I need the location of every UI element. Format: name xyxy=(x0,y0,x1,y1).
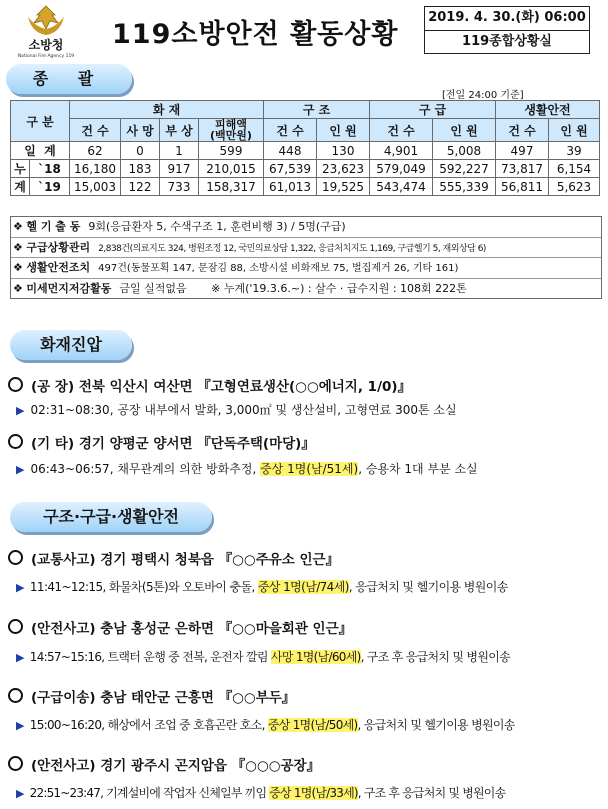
logo-text: 소방청 xyxy=(28,38,64,52)
incident-heading: (교통사고) 경기 평택시 청북읍 『○○주유소 인근』 xyxy=(8,548,339,568)
triangle-bullet-icon: ▶ xyxy=(16,719,24,732)
header-safety: 생활안전 xyxy=(496,101,600,119)
incident-detail: ▶ 14:57~15:16, 트랙터 운행 중 전복, 운전자 깔림 사망 1명(남/60세), 구조 후 응급처치 및 병원이송 xyxy=(16,650,511,664)
row-label: 계 xyxy=(11,178,30,196)
table-cell: 0 xyxy=(121,142,160,160)
circle-bullet-icon xyxy=(8,619,23,634)
table-cell: 15,003 xyxy=(70,178,121,196)
table-cell: 23,623 xyxy=(317,160,370,178)
table-cell: 555,339 xyxy=(433,178,496,196)
incident-heading: (공 장) 전북 익산시 여산면 『고형연료생산(○○에너지, 1/0)』 xyxy=(8,375,411,395)
circle-bullet-icon xyxy=(8,688,23,703)
incident-detail: ▶ 22:51~23:47, 기계설비에 작업자 신체일부 끼임 중상 1명(남/33세), 구조 후 응급처치 및 병원이송 xyxy=(16,786,506,800)
triangle-bullet-icon: ▶ xyxy=(16,581,24,594)
info-row-safety-actions: ❖ 생활안전조치 497건(동물포획 147, 문잠김 88, 소방시설 비화재보 75, 벌집제거 26, 기타 161) xyxy=(11,258,601,279)
casualty-highlight: 중상 1명(남/50세) xyxy=(267,718,358,732)
table-row xyxy=(11,160,600,178)
header-safety-count: 건 수 xyxy=(496,119,549,142)
casualty-highlight: 중상 1명(남/51세) xyxy=(260,462,359,476)
table-cell: 158,317 xyxy=(199,178,264,196)
table-cell: 543,474 xyxy=(370,178,433,196)
row-label: 일 계 xyxy=(11,142,70,160)
table-cell: 61,013 xyxy=(264,178,317,196)
incident-detail: ▶ 02:31~08:30, 공장 내부에서 발화, 3,000㎡ 및 생산설비, 고형연료 300톤 소실 xyxy=(16,403,457,417)
header-safety-people: 인 원 xyxy=(549,119,600,142)
logo-subtext: National Fire Agency 119 xyxy=(17,54,75,59)
diamond-bullet-icon: ❖ xyxy=(13,261,27,274)
agency-logo xyxy=(6,3,86,59)
table-row xyxy=(11,142,600,160)
diamond-bullet-icon: ❖ xyxy=(13,220,27,233)
circle-bullet-icon xyxy=(8,756,23,771)
table-cell: 130 xyxy=(317,142,370,160)
header-ems-people: 인 원 xyxy=(433,119,496,142)
row-label: 누 xyxy=(11,160,30,178)
table-cell: 122 xyxy=(121,178,160,196)
incident-detail: ▶ 11:41~12:15, 화물차(5톤)와 오토바이 충돌, 중상 1명(남/74세), 응급처치 및 헬기이용 병원이송 xyxy=(16,580,508,594)
incident-detail: ▶ 15:00~16:20, 해상에서 조업 중 호흡곤란 호소, 중상 1명(남/50세), 응급처치 및 헬기이용 병원이송 xyxy=(16,718,515,732)
date-box xyxy=(424,6,590,54)
circle-bullet-icon xyxy=(8,434,23,449)
diamond-bullet-icon: ❖ xyxy=(13,240,27,254)
header-fire-deaths: 사 망 xyxy=(121,119,160,142)
table-cell: 592,227 xyxy=(433,160,496,178)
triangle-bullet-icon: ▶ xyxy=(16,404,25,417)
emblem-icon xyxy=(28,6,64,35)
table-cell: 67,539 xyxy=(264,160,317,178)
activity-info-list xyxy=(10,216,602,299)
incident-heading: (안전사고) 충남 홍성군 은하면 『○○마을회관 인근』 xyxy=(8,617,352,637)
table-cell: 579,049 xyxy=(370,160,433,178)
casualty-highlight: 중상 1명(남/74세) xyxy=(257,580,349,594)
table-cell: 39 xyxy=(549,142,600,160)
table-cell: 5,008 xyxy=(433,142,496,160)
circle-bullet-icon xyxy=(8,377,23,392)
table-cell: 733 xyxy=(160,178,199,196)
table-cell: 1 xyxy=(160,142,199,160)
header-fire-count: 건 수 xyxy=(70,119,121,142)
header-rescue: 구 조 xyxy=(264,101,370,119)
info-row-dust-reduction: ❖ 미세먼지저감활동 금일 실적없음 ※ 누계('19.3.6.~) : 살수 · 급수지원 : 108회 222톤 xyxy=(13,281,467,295)
header-fire: 화 재 xyxy=(70,101,264,119)
header-group: 구 분 xyxy=(11,101,70,142)
table-cell: 62 xyxy=(70,142,121,160)
incident-heading: (구급이송) 충남 태안군 근흥면 『○○부두』 xyxy=(8,686,295,706)
info-row-ems-management: ❖ 구급상황관리 2,838건(의료지도 324, 병원조정 12, 국민의료상담 1,322, 응급처치지도 1,169, 구급헬기 5, 재외상담 6) xyxy=(11,238,601,259)
table-cell: 56,811 xyxy=(496,178,549,196)
triangle-bullet-icon: ▶ xyxy=(16,787,24,800)
table-cell: 183 xyxy=(121,160,160,178)
header-fire-damage: 피해액 (백만원) xyxy=(199,119,264,142)
casualty-highlight: 사망 1명(남/60세) xyxy=(270,650,361,664)
table-row xyxy=(11,178,600,196)
incident-detail: ▶ 06:43~06:57, 채무관계의 의한 방화추정, 중상 1명(남/51세), 승용차 1대 부분 소실 xyxy=(16,462,478,476)
table-cell: 917 xyxy=(160,160,199,178)
row-sublabel: `19 xyxy=(30,178,70,196)
table-cell: 6,154 xyxy=(549,160,600,178)
header-rescue-people: 인 원 xyxy=(317,119,370,142)
department-name: 119종합상황실 xyxy=(462,34,552,49)
header-fire-injured: 부 상 xyxy=(160,119,199,142)
table-cell: 19,525 xyxy=(317,178,370,196)
info-row-helicopter: ❖ 헬 기 출 동 9회(응급환자 5, 수색구조 1, 훈련비행 3) / 5명(구급) xyxy=(11,217,601,238)
fire-section-badge: 화재진압 xyxy=(10,330,132,360)
header-rescue-count: 건 수 xyxy=(264,119,317,142)
reference-time-note: [전일 24:00 기준] xyxy=(442,90,524,101)
table-cell: 73,817 xyxy=(496,160,549,178)
table-cell: 16,180 xyxy=(70,160,121,178)
rescue-section-badge: 구조·구급·생활안전 xyxy=(10,502,212,532)
triangle-bullet-icon: ▶ xyxy=(16,651,24,664)
circle-bullet-icon xyxy=(8,550,23,565)
header-ems: 구 급 xyxy=(370,101,496,119)
summary-table xyxy=(10,100,600,196)
casualty-highlight: 중상 1명(남/33세) xyxy=(269,786,358,800)
table-cell: 4,901 xyxy=(370,142,433,160)
incident-heading: (기 타) 경기 양평군 양서면 『단독주택(마당)』 xyxy=(8,432,315,452)
table-cell: 5,623 xyxy=(549,178,600,196)
table-cell: 210,015 xyxy=(199,160,264,178)
table-cell: 599 xyxy=(199,142,264,160)
incident-heading: (안전사고) 경기 광주시 곤지암읍 『○○○공장』 xyxy=(8,754,320,774)
diamond-bullet-icon: ❖ xyxy=(13,281,27,295)
report-date: 2019. 4. 30.(화) 06:00 xyxy=(425,7,589,31)
header-ems-count: 건 수 xyxy=(370,119,433,142)
summary-badge: 종 괄 xyxy=(6,64,132,94)
table-cell: 448 xyxy=(264,142,317,160)
row-sublabel: `18 xyxy=(30,160,70,178)
page-title: 119소방안전 활동상황 xyxy=(112,19,399,50)
triangle-bullet-icon: ▶ xyxy=(16,463,25,476)
table-cell: 497 xyxy=(496,142,549,160)
